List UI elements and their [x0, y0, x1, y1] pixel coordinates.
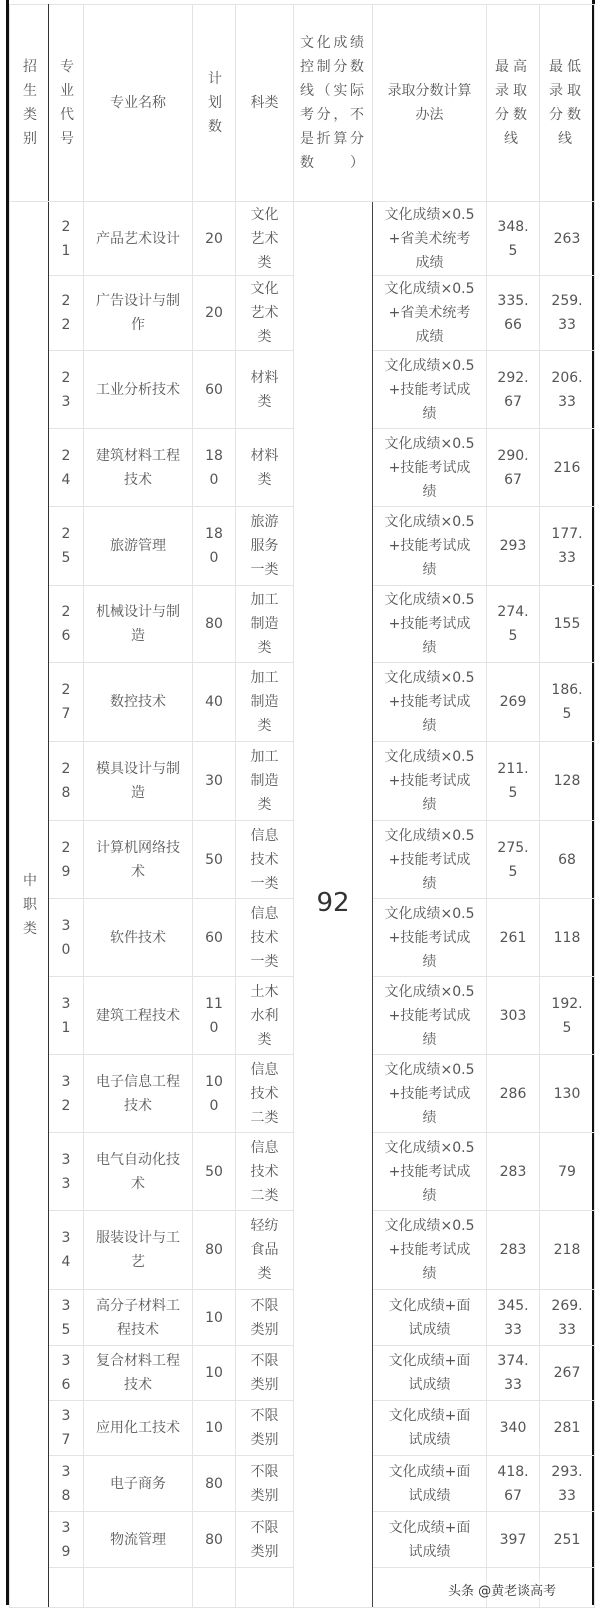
method-cell: 文化成绩×0.5+技能考试成绩 [373, 1211, 487, 1290]
name-cell: 模具设计与制造 [84, 742, 193, 821]
method-cell: 文化成绩+面试成绩 [373, 1346, 487, 1401]
max-score-cell: 283 [487, 1211, 540, 1290]
name-cell: 电子商务 [84, 1456, 193, 1512]
header-name: 专业名称 [84, 5, 193, 202]
plan-cell [193, 1568, 236, 1608]
code-cell: 24 [49, 429, 84, 507]
method-cell: 文化成绩×0.5+技能考试成绩 [373, 429, 487, 507]
header-method: 录取分数计算办法 [373, 5, 487, 202]
max-score-cell: 418.67 [487, 1456, 540, 1512]
code-cell: 23 [49, 351, 84, 429]
min-score-cell: 192.5 [540, 977, 595, 1055]
header-min-score: 最低录取分数线 [540, 5, 595, 202]
plan-cell: 180 [193, 507, 236, 586]
min-score-cell: 130 [540, 1055, 595, 1133]
method-cell: 文化成绩×0.5+省美术统考成绩 [373, 276, 487, 351]
name-cell: 机械设计与制造 [84, 586, 193, 663]
name-cell: 工业分析技术 [84, 351, 193, 429]
min-score-cell: 216 [540, 429, 595, 507]
plan-cell: 80 [193, 1456, 236, 1512]
code-cell: 30 [49, 899, 84, 977]
min-score-cell: 186.5 [540, 663, 595, 742]
code-cell: 34 [49, 1211, 84, 1290]
type-cell: 材料类 [236, 429, 294, 507]
min-score-cell: 206.33 [540, 351, 595, 429]
max-score-cell: 211.5 [487, 742, 540, 821]
method-cell: 文化成绩+面试成绩 [373, 1401, 487, 1456]
control-line-cell: 92 [294, 202, 373, 1608]
header-plan: 计划数 [193, 5, 236, 202]
max-score-cell: 397 [487, 1512, 540, 1568]
method-cell: 文化成绩×0.5+技能考试成绩 [373, 663, 487, 742]
min-score-cell: 267 [540, 1346, 595, 1401]
max-score-cell: 286 [487, 1055, 540, 1133]
code-cell: 38 [49, 1456, 84, 1512]
code-cell: 33 [49, 1133, 84, 1211]
min-score-cell: 177.33 [540, 507, 595, 586]
plan-cell: 180 [193, 429, 236, 507]
code-cell: 37 [49, 1401, 84, 1456]
plan-cell: 100 [193, 1055, 236, 1133]
max-score-cell: 293 [487, 507, 540, 586]
header-max-score: 最高录取分数线 [487, 5, 540, 202]
type-cell: 轻纺食品类 [236, 1211, 294, 1290]
plan-cell: 10 [193, 1346, 236, 1401]
method-cell: 文化成绩×0.5+技能考试成绩 [373, 821, 487, 899]
plan-cell: 50 [193, 1133, 236, 1211]
max-score-cell: 335.66 [487, 276, 540, 351]
type-cell: 文化艺术类 [236, 276, 294, 351]
header-type: 科类 [236, 5, 294, 202]
plan-cell: 10 [193, 1401, 236, 1456]
header-category: 招生类别 [10, 5, 49, 202]
name-cell: 广告设计与制作 [84, 276, 193, 351]
method-cell: 文化成绩+面试成绩 [373, 1290, 487, 1346]
code-cell: 27 [49, 663, 84, 742]
max-score-cell: 340 [487, 1401, 540, 1456]
method-cell: 文化成绩×0.5+技能考试成绩 [373, 351, 487, 429]
code-cell: 32 [49, 1055, 84, 1133]
max-score-cell: 290.67 [487, 429, 540, 507]
min-score-cell: 68 [540, 821, 595, 899]
plan-cell: 10 [193, 1290, 236, 1346]
method-cell: 文化成绩+面试成绩 [373, 1456, 487, 1512]
method-cell: 文化成绩×0.5+技能考试成绩 [373, 742, 487, 821]
min-score-cell: 251 [540, 1512, 595, 1568]
type-cell: 信息技术二类 [236, 1055, 294, 1133]
type-cell: 信息技术一类 [236, 821, 294, 899]
name-cell: 物流管理 [84, 1512, 193, 1568]
max-score-cell: 292.67 [487, 351, 540, 429]
type-cell: 文化艺术类 [236, 202, 294, 276]
type-cell: 不限类别 [236, 1456, 294, 1512]
max-score-cell: 261 [487, 899, 540, 977]
plan-cell: 30 [193, 742, 236, 821]
plan-cell: 40 [193, 663, 236, 742]
name-cell [84, 1568, 193, 1608]
header-row [10, 5, 595, 202]
code-cell: 21 [49, 202, 84, 276]
code-cell: 36 [49, 1346, 84, 1401]
plan-cell: 20 [193, 276, 236, 351]
method-cell: 文化成绩×0.5+省美术统考成绩 [373, 202, 487, 276]
plan-cell: 60 [193, 899, 236, 977]
max-score-cell: 269 [487, 663, 540, 742]
type-cell [236, 1568, 294, 1608]
plan-cell: 80 [193, 1512, 236, 1568]
type-cell: 信息技术一类 [236, 899, 294, 977]
name-cell: 服装设计与工艺 [84, 1211, 193, 1290]
type-cell: 加工制造类 [236, 742, 294, 821]
name-cell: 高分子材料工程技术 [84, 1290, 193, 1346]
name-cell: 电气自动化技术 [84, 1133, 193, 1211]
plan-cell: 80 [193, 1211, 236, 1290]
min-score-cell: 79 [540, 1133, 595, 1211]
min-score-cell: 155 [540, 586, 595, 663]
type-cell: 信息技术二类 [236, 1133, 294, 1211]
max-score-cell: 283 [487, 1133, 540, 1211]
type-cell: 旅游服务一类 [236, 507, 294, 586]
type-cell: 不限类别 [236, 1512, 294, 1568]
name-cell: 数控技术 [84, 663, 193, 742]
max-score-cell: 303 [487, 977, 540, 1055]
code-cell: 28 [49, 742, 84, 821]
name-cell: 软件技术 [84, 899, 193, 977]
plan-cell: 50 [193, 821, 236, 899]
min-score-cell: 259.33 [540, 276, 595, 351]
plan-cell: 20 [193, 202, 236, 276]
plan-cell: 80 [193, 586, 236, 663]
name-cell: 建筑工程技术 [84, 977, 193, 1055]
name-cell: 复合材料工程技术 [84, 1346, 193, 1401]
table-row [10, 202, 595, 276]
code-cell: 29 [49, 821, 84, 899]
type-cell: 不限类别 [236, 1401, 294, 1456]
name-cell: 产品艺术设计 [84, 202, 193, 276]
code-cell: 22 [49, 276, 84, 351]
min-score-cell: 118 [540, 899, 595, 977]
min-score-cell: 269.33 [540, 1290, 595, 1346]
name-cell: 计算机网络技术 [84, 821, 193, 899]
max-score-cell: 345.33 [487, 1290, 540, 1346]
type-cell: 不限类别 [236, 1290, 294, 1346]
min-score-cell: 128 [540, 742, 595, 821]
type-cell: 不限类别 [236, 1346, 294, 1401]
method-cell: 文化成绩×0.5+技能考试成绩 [373, 586, 487, 663]
category-cell: 中职类 [10, 202, 49, 1608]
code-cell [49, 1568, 84, 1608]
header-control-line: 文化成绩控制分数线（实际考分，不是折算分数） [294, 5, 373, 202]
header-code: 专业代号 [49, 5, 84, 202]
max-score-cell: 274.5 [487, 586, 540, 663]
name-cell: 电子信息工程技术 [84, 1055, 193, 1133]
method-cell: 文化成绩×0.5+技能考试成绩 [373, 507, 487, 586]
method-cell: 文化成绩×0.5+技能考试成绩 [373, 977, 487, 1055]
method-cell: 文化成绩×0.5+技能考试成绩 [373, 899, 487, 977]
plan-cell: 110 [193, 977, 236, 1055]
type-cell: 加工制造类 [236, 663, 294, 742]
method-cell: 文化成绩×0.5+技能考试成绩 [373, 1133, 487, 1211]
admission-score-table [9, 4, 595, 1608]
code-cell: 31 [49, 977, 84, 1055]
plan-cell: 60 [193, 351, 236, 429]
max-score-cell: 275.5 [487, 821, 540, 899]
watermark: 头条 @黄老谈高考 [448, 1580, 556, 1599]
min-score-cell: 281 [540, 1401, 595, 1456]
max-score-cell: 374.33 [487, 1346, 540, 1401]
code-cell: 25 [49, 507, 84, 586]
name-cell: 应用化工技术 [84, 1401, 193, 1456]
min-score-cell: 293.33 [540, 1456, 595, 1512]
type-cell: 加工制造类 [236, 586, 294, 663]
code-cell: 39 [49, 1512, 84, 1568]
type-cell: 材料类 [236, 351, 294, 429]
code-cell: 35 [49, 1290, 84, 1346]
method-cell: 文化成绩+面试成绩 [373, 1512, 487, 1568]
name-cell: 建筑材料工程技术 [84, 429, 193, 507]
type-cell: 土木水利类 [236, 977, 294, 1055]
method-cell: 文化成绩×0.5+技能考试成绩 [373, 1055, 487, 1133]
max-score-cell: 348.5 [487, 202, 540, 276]
min-score-cell: 263 [540, 202, 595, 276]
name-cell: 旅游管理 [84, 507, 193, 586]
code-cell: 26 [49, 586, 84, 663]
min-score-cell: 218 [540, 1211, 595, 1290]
